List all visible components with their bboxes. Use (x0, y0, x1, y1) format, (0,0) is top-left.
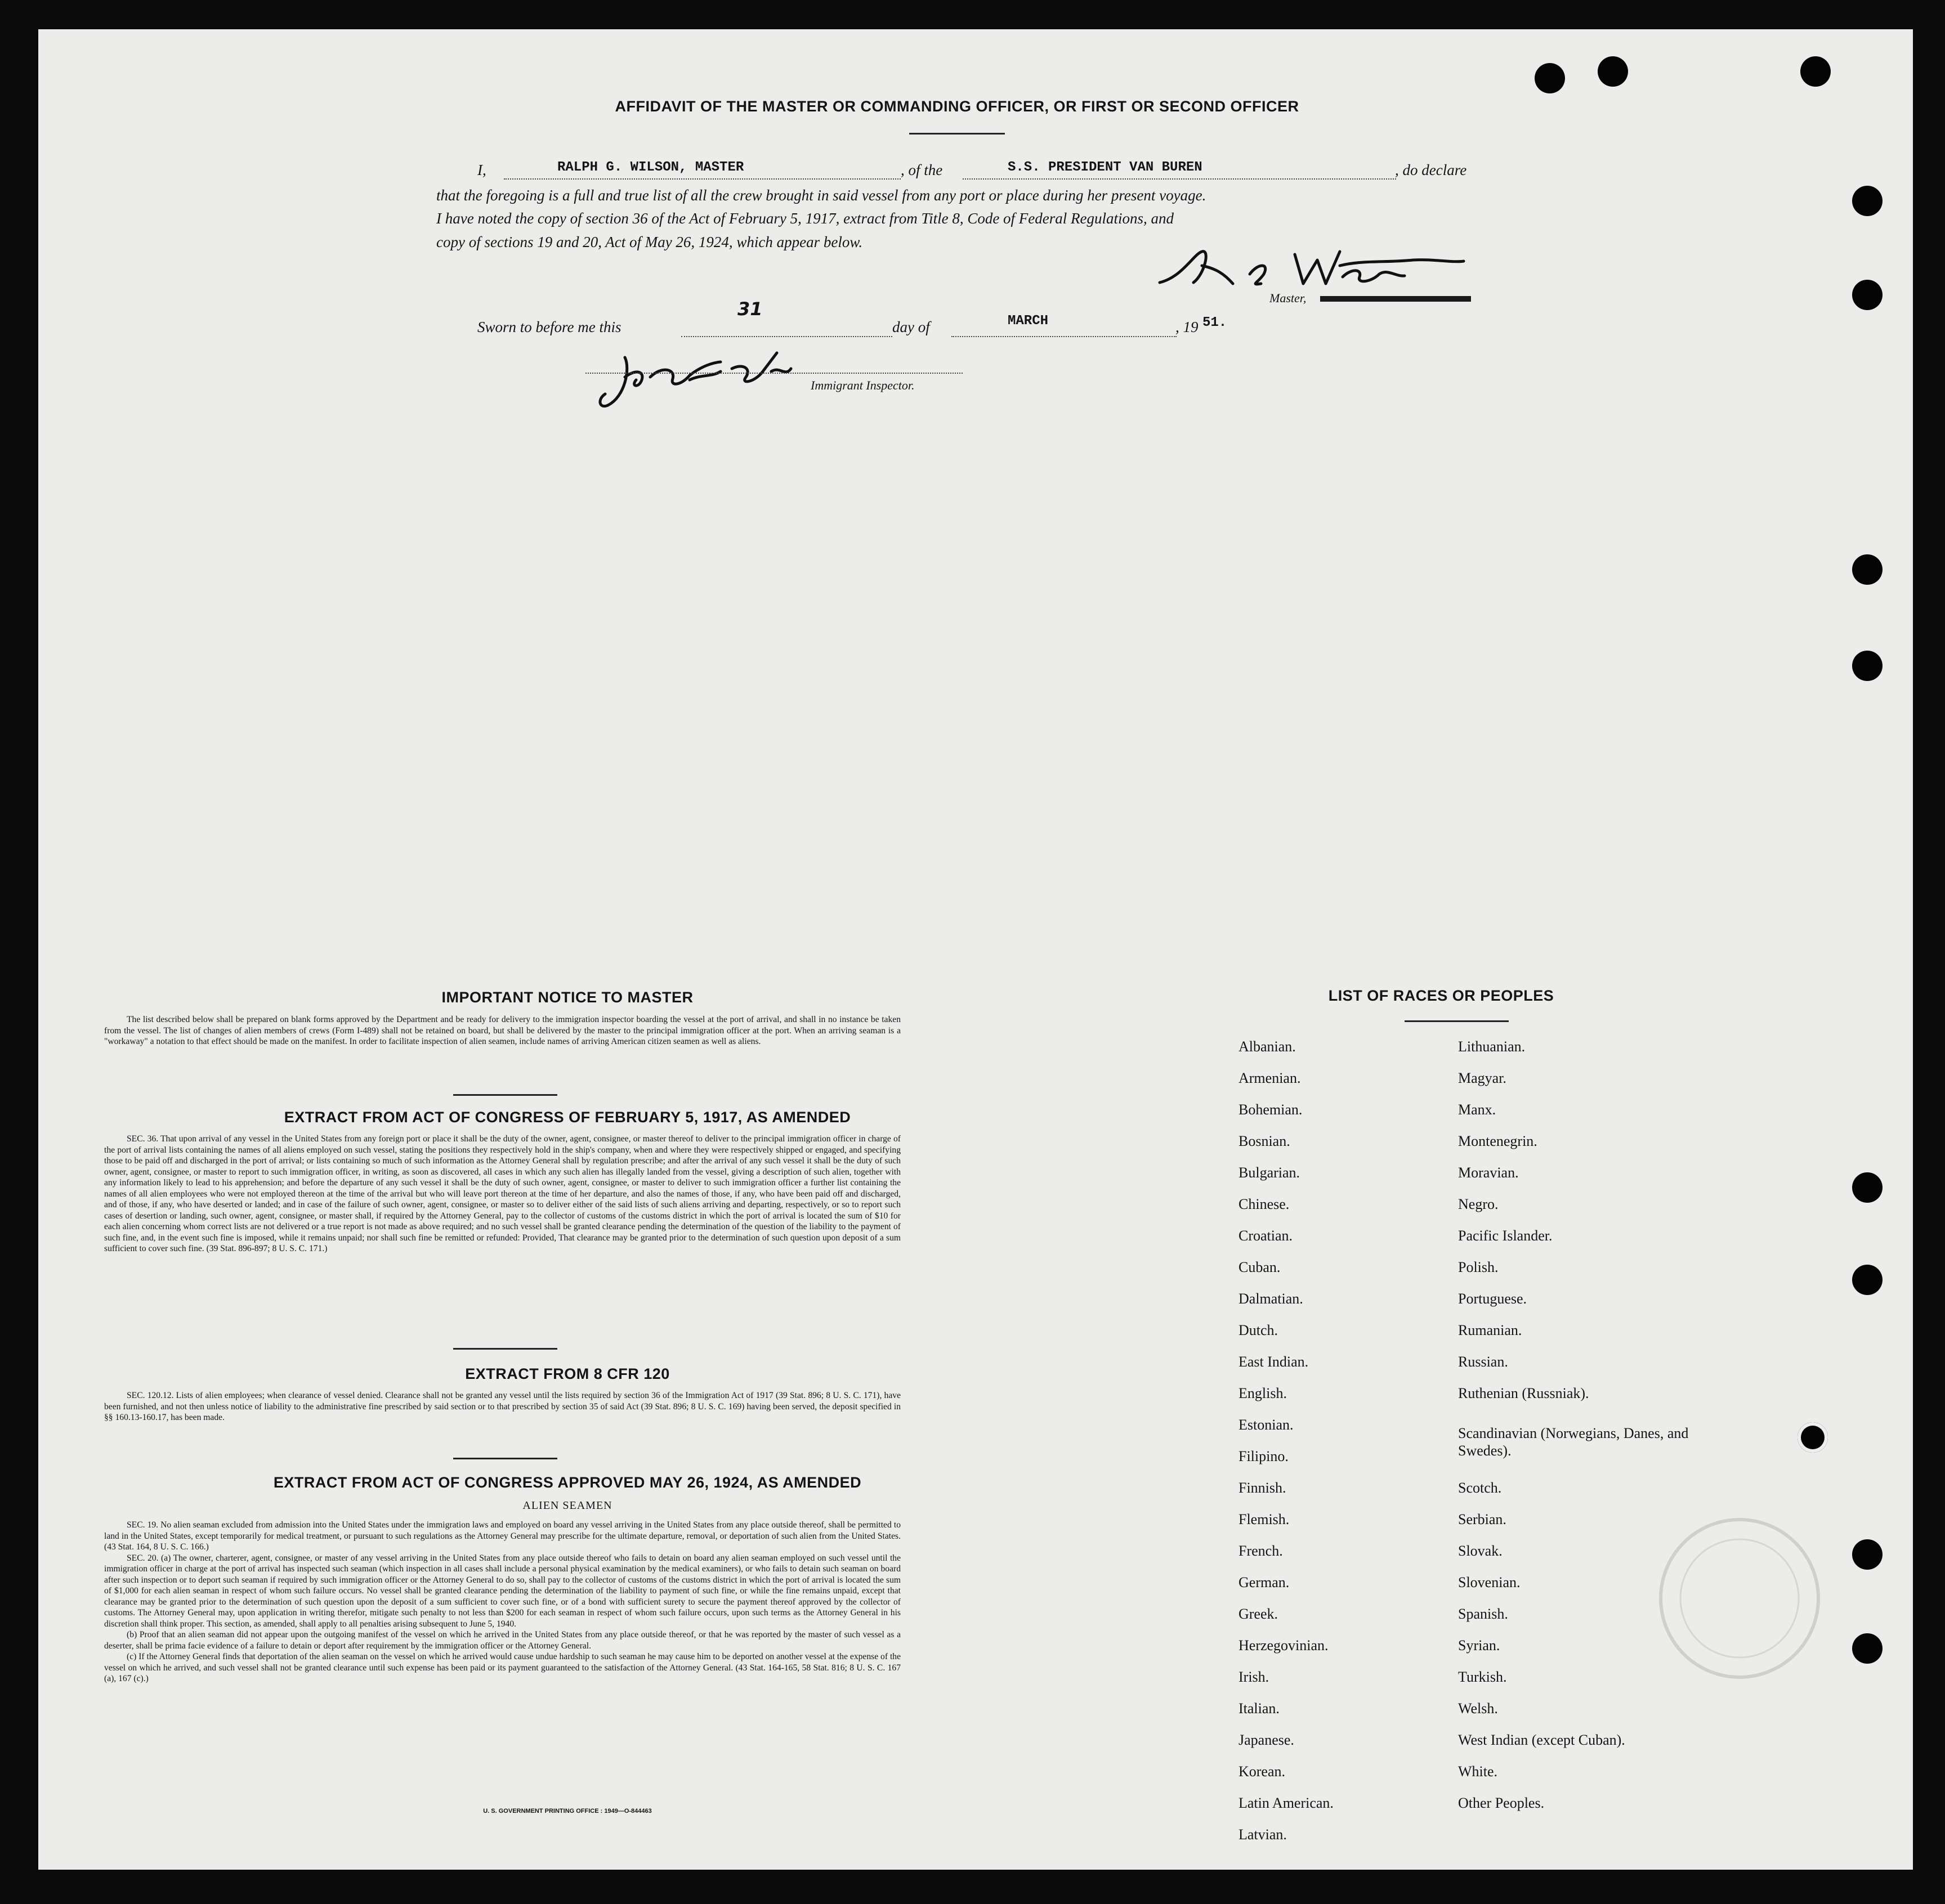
race-item: Polish. (1458, 1259, 1499, 1275)
race-item: Spanish. (1458, 1606, 1508, 1622)
sec-20c-text: (c) If the Attorney General finds that deportation of the alien seaman on the vessel on which he arrived would cause undue hardship to such seaman he may cause him to be deported on another vessel at the expense of the vessel on which he arrived, and such vessel shall not be granted clearance until such expense has been paid or its payment guaranteed to the satisfaction of the Attorney General. (43 Stat. 164-165, 58 Stat. 816; 8 U. S. C. 167 (a), 167 (c).) (104, 1652, 901, 1683)
sworn-month: MARCH (1008, 313, 1049, 329)
punch-hole (1852, 651, 1883, 681)
race-item: Bosnian. (1238, 1133, 1290, 1149)
race-item: Irish. (1238, 1669, 1269, 1685)
punch-hole (1852, 1539, 1883, 1570)
master-signature (1148, 243, 1475, 294)
extract-1917-body (104, 1134, 901, 1255)
affidavit-line-2: that the foregoing is a full and true list of all the crew brought in said vessel from any port or place during her present voyage. (436, 187, 1206, 204)
race-item: Moravian. (1458, 1164, 1519, 1181)
inspector-label: Immigrant Inspector. (811, 378, 915, 392)
struck-text (1320, 296, 1471, 302)
notice-title: IMPORTANT NOTICE TO MASTER (441, 989, 694, 1006)
sec-19-text: SEC. 19. No alien seaman excluded from admission into the United States under the immigration laws and employed on board any vessel arriving in the United States from any place outside thereof, shall be permitted to land in the United States, except temporarily for medical treatment, or pursuant to such regulations as the Attorney General may prescribe for the ultimate departure, removal, or deportation of such alien from the United States. (43 Stat. 164, 8 U. S. C. 166.) (104, 1520, 901, 1552)
race-item: Filipino. (1238, 1448, 1289, 1464)
race-item: Slovak. (1458, 1543, 1503, 1559)
affidavit-title: AFFIDAVIT OF THE MASTER OR COMMANDING OFFICER, OR FIRST OR SECOND OFFICER (615, 98, 1299, 115)
of-the-label: , of the (901, 162, 943, 178)
punch-hole (1852, 1172, 1883, 1203)
race-item: Welsh. (1458, 1700, 1498, 1717)
year-prefix: , 19 (1175, 319, 1199, 335)
race-item: Turkish. (1458, 1669, 1507, 1685)
race-item: Latin American. (1238, 1795, 1334, 1811)
race-item: Albanian. (1238, 1038, 1296, 1055)
race-item: Chinese. (1238, 1196, 1290, 1212)
vessel-name: S.S. PRESIDENT VAN BUREN (1008, 160, 1202, 175)
race-item: French. (1238, 1543, 1283, 1559)
race-item: Serbian. (1458, 1511, 1506, 1527)
race-item: Pacific Islander. (1458, 1227, 1553, 1244)
race-item: Korean. (1238, 1763, 1286, 1780)
section-rule (453, 1348, 557, 1350)
extract-1924-title: EXTRACT FROM ACT OF CONGRESS APPROVED MAY 26, 1924, AS AMENDED (273, 1474, 862, 1491)
sworn-label: Sworn to before me this (477, 319, 621, 335)
sworn-year: 51. (1202, 315, 1227, 330)
affidavit-i-label: I, (477, 162, 486, 178)
race-item: Finnish. (1238, 1480, 1286, 1496)
race-item: Montenegrin. (1458, 1133, 1537, 1149)
race-item: Scotch. (1458, 1480, 1502, 1496)
section-rule (453, 1094, 557, 1096)
do-declare-label: , do declare (1395, 162, 1467, 178)
punch-hole (1798, 1422, 1828, 1453)
race-item: Dalmatian. (1238, 1291, 1303, 1307)
race-item: Russian. (1458, 1354, 1508, 1370)
races-title: LIST OF RACES OR PEOPLES (1328, 987, 1554, 1004)
race-item: Other Peoples. (1458, 1795, 1545, 1811)
race-item: Ruthenian (Russniak). (1458, 1385, 1589, 1401)
race-item: English. (1238, 1385, 1287, 1401)
sworn-day: 31 (737, 298, 763, 320)
race-item: East Indian. (1238, 1354, 1309, 1370)
notice-body (104, 1014, 901, 1047)
race-item: Herzegovinian. (1238, 1637, 1329, 1654)
affidavit-line-3: I have noted the copy of section 36 of the Act of February 5, 1917, extract from Title 8, Code of Federal Regulations, and (436, 210, 1174, 227)
punch-hole (1852, 186, 1883, 216)
race-item: Rumanian. (1458, 1322, 1522, 1338)
race-item: Bulgarian. (1238, 1164, 1300, 1181)
sworn-day-line (681, 317, 892, 337)
master-label: Master, (1269, 291, 1307, 305)
inspector-signature (591, 346, 828, 419)
race-item: West Indian (except Cuban). (1458, 1732, 1625, 1748)
gpo-imprint: U. S. GOVERNMENT PRINTING OFFICE : 1949—O-844463 (483, 1808, 652, 1815)
race-item: Syrian. (1458, 1637, 1500, 1654)
punch-hole (1852, 1633, 1883, 1664)
notice-text: The list described below shall be prepared on blank forms approved by the Department and be ready for delivery to the immigration inspector boarding the vessel at the port of arrival, and shall in no instance be taken from the vessel. The list of changes of alien members of crews (Form I-489) shall not be retained on board, but shall be delivered by the master to the principal immigration officer at the port. When an arriving seaman is a "workaway" a notation to that effect should be made on the manifest. In order to facilitate inspection of alien seamen, include names of arriving American citizen seamen as well as aliens. (104, 1015, 901, 1046)
inspector-line (585, 367, 963, 374)
race-item: Lithuanian. (1458, 1038, 1526, 1055)
punch-hole (1535, 63, 1565, 93)
races-rule (1405, 1020, 1509, 1022)
extract-8cfr-text: SEC. 120.12. Lists of alien employees; when clearance of vessel denied. Clearance shall not be granted any vessel until the lists required by section 36 of the Immigration Act of 1917 (39 Stat. 896; 8 U. S. C. 171), have been furnished, and not then unless notice of liability to the administrative fine prescribed by said section or to that prescribed by section 35 of said Act (39 Stat. 896; 8 U. S. C. 169) having been served, the deposit specified in §§ 160.13-160.17, has been made. (104, 1391, 901, 1422)
section-rule (453, 1458, 557, 1459)
master-name: RALPH G. WILSON, MASTER (557, 160, 744, 175)
race-item: Magyar. (1458, 1070, 1506, 1086)
race-item: Estonian. (1238, 1417, 1294, 1433)
race-item: Japanese. (1238, 1732, 1294, 1748)
punch-hole (1800, 56, 1831, 87)
day-of-label: day of (892, 319, 930, 335)
race-item: German. (1238, 1574, 1290, 1591)
month-line (951, 317, 1177, 337)
extract-8cfr-body (104, 1390, 901, 1423)
race-item: Negro. (1458, 1196, 1499, 1212)
race-item: Croatian. (1238, 1227, 1293, 1244)
punch-hole (1598, 56, 1628, 87)
race-item: Greek. (1238, 1606, 1278, 1622)
title-rule (909, 133, 1005, 135)
race-item: Dutch. (1238, 1322, 1278, 1338)
race-item: Flemish. (1238, 1511, 1290, 1527)
punch-hole (1852, 280, 1883, 310)
race-item: Manx. (1458, 1101, 1496, 1118)
race-item: Bohemian. (1238, 1101, 1303, 1118)
faint-stamp (1649, 1508, 1830, 1688)
sec-20b-text: (b) Proof that an alien seaman did not appear upon the outgoing manifest of the vessel on which he arrived in the United States from any place outside thereof, or that he was reported by the master of such vessel as a deserter, shall be prima facie evidence of a failure to detain or deport after requirement by the immigration officer or the Attorney General. (104, 1630, 901, 1651)
race-item: Armenian. (1238, 1070, 1301, 1086)
extract-1924-subtitle: ALIEN SEAMEN (522, 1499, 612, 1512)
race-item: Italian. (1238, 1700, 1280, 1717)
race-item: Scandinavian (Norwegians, Danes, and Swedes). (1458, 1425, 1689, 1459)
race-item: Slovenian. (1458, 1574, 1521, 1591)
race-item: Latvian. (1238, 1826, 1287, 1843)
extract-1924-body (104, 1520, 901, 1685)
race-item: Portuguese. (1458, 1291, 1527, 1307)
sec-20a-text: SEC. 20. (a) The owner, charterer, agent, consignee, or master of any vessel arriving in the United States from any place outside thereof who fails to detain on board any alien seaman employed on such vessel until the immigration officer in charge at the port of arrival has inspected such seaman (which inspection in all cases shall include a personal physical examination by the medical examiners), or who fails to detain such seaman on board after such inspection or to deport such seaman if required by such immigration officer or the Attorney General to do so, shall pay to the collector of customs of the customs district in which the port of arrival is located the sum of $1,000 for each alien seaman in respect of whom such failure occurs. No vessel shall be granted clearance pending the determination of the liability to payment of such fine, or while the fine remains unpaid, except that clearance may be granted prior to the determination of such question upon the deposit of a sum sufficient to cover such fine, or of a bond with sufficient surety to secure the payment thereof approved by the collector of customs. The Attorney General may, upon application in writing therefor, mitigate such penalty to not less than $200 for each seaman in respect of whom such failure occurs, upon such terms as the Attorney General in his discretion shall think proper. This section, as amended, shall apply to all penalties arising subsequent to June 5, 1940. (104, 1553, 901, 1629)
punch-hole (1852, 1265, 1883, 1295)
extract-8cfr-title: EXTRACT FROM 8 CFR 120 (465, 1365, 670, 1382)
affidavit-line-4: copy of sections 19 and 20, Act of May 26, 1924, which appear below. (436, 234, 863, 250)
race-item: Cuban. (1238, 1259, 1281, 1275)
race-item: White. (1458, 1763, 1498, 1780)
extract-1917-text: SEC. 36. That upon arrival of any vessel in the United States from any foreign port or place it shall be the duty of the owner, agent, consignee, or master thereof to deliver to the principal immigration officer in charge of the port of arrival lists containing the names of all aliens employed on such vessel, stating the positions they respectively hold in the ship's company, when and where they were respectively shipped or engaged, and specifying those to be paid off and discharged in the port of arrival; or lists containing so much of such information as the Attorney General shall by regulation prescribe; and after the arrival of any such vessel it shall be the duty of such owner, agent, consignee, or master to report to such immigration officer, in writing, as soon as discovered, all cases in which any such alien has illegally landed from the vessel, giving a description of such alien, together with any information likely to lead to his apprehension; and before the departure of any such vessel it shall be the duty of such owner, agent, consignee, or master to deliver to such immigration officer a further list containing the names of all alien employees who were not employed thereon at the time of the arrival but who will leave port thereon at the time of her departure, and also the names of those, if any, who have been paid off and discharged, and of those, if any, who have deserted or landed; and in case of the failure of such owner, agent, consignee, or master so to deliver either of the said lists of such aliens arriving and departing, respectively, or so to report such cases of desertion or landing, such owner, agent, consignee, or master shall, if required by the Attorney General, pay to the collector of customs of the customs district in which the port of arrival is located the sum of $10 for each alien concerning whom correct lists are not delivered or a true report is not made as above required; and no such vessel shall be granted clearance pending the determination of the question of the liability to the payment of such fine, and, in the event such fine is imposed, while it remains unpaid; nor shall such fine be remitted or refunded: Provided, That clearance may be granted prior to the determination of such question upon deposit of a sum sufficient to cover such fine. (39 Stat. 896-897; 8 U. S. C. 171.) (104, 1134, 901, 1253)
extract-1917-title: EXTRACT FROM ACT OF CONGRESS OF FEBRUARY 5, 1917, AS AMENDED (284, 1109, 851, 1126)
punch-hole (1852, 554, 1883, 585)
